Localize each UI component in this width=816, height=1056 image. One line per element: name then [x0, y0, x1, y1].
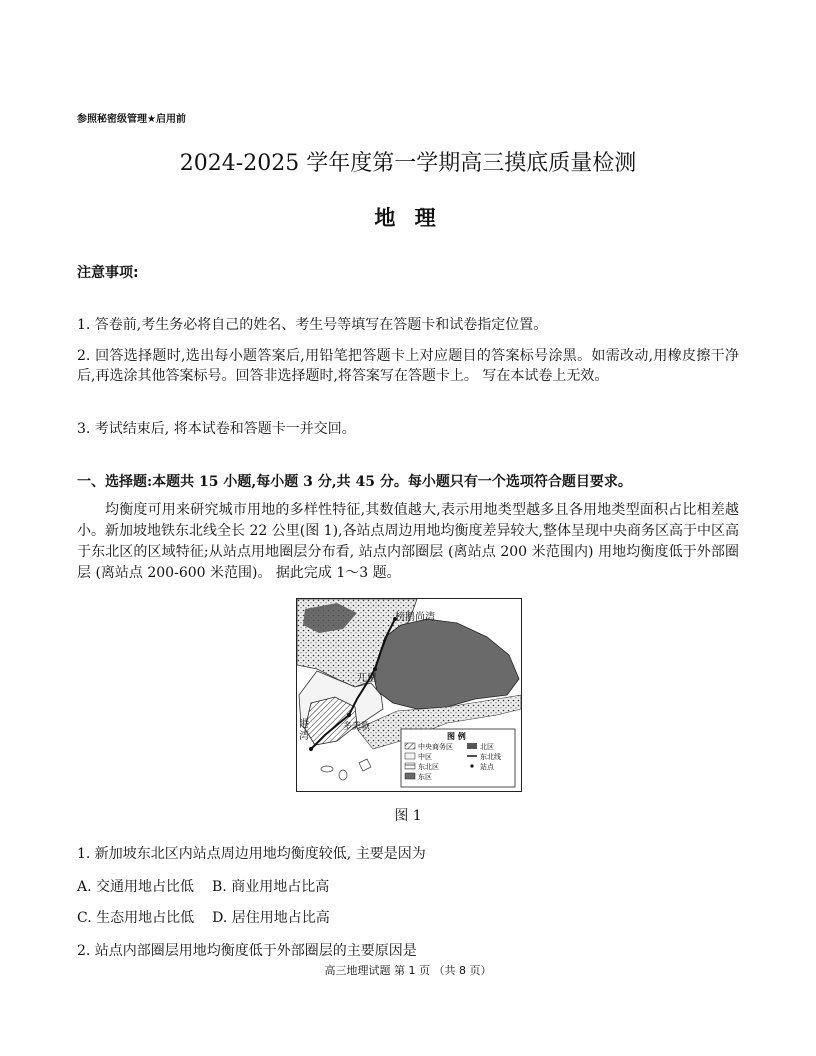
figure-caption: 图 1	[394, 808, 422, 824]
page-footer: 高三地理试题 第 1 页 （共 8 页）	[324, 964, 492, 977]
map-svg	[297, 599, 521, 791]
label-punggol: 榜鹅尚湾	[395, 612, 435, 623]
option-b: B. 商业用地占比高	[212, 879, 330, 895]
legend-east: 东区	[418, 773, 432, 781]
singapore-map-figure	[296, 598, 522, 792]
section-intro: 均衡度可用来研究城市用地的多样性特征,其数值越大,表示用地类型越多且各用地类型面积占比相差越小。新加坡地铁东北线全长 22 公里(图 1),各站点周边用地均衡度差异较大,整体呈现中央商务区高于中区高于东北区的区域特征;从站点用地圈层分布看, 站点内部圈层 (离站点 200 米范围内) 用地均衡度低于外部圈层 (离站点 200-600 米范围)。 据此完成 1～3 题。	[77, 502, 739, 581]
option-a: A. 交通用地占比低	[77, 879, 195, 895]
station-dot	[309, 747, 313, 751]
label-serangoon: 兀里	[357, 673, 377, 684]
question-1-options-row-2	[77, 907, 330, 927]
legend-northeast: 东北区	[418, 763, 439, 771]
question-1-stem: 1. 新加坡东北区内站点周边用地均衡度较低, 主要是因为	[77, 846, 426, 862]
notice-item-3: 3. 考试结束后, 将本试卷和答题卡一并交回。	[77, 421, 356, 437]
notice-item-2: 2. 回答选择题时,选出每小题答案后,用铅笔把答题卡上对应题目的答案标号涂黑。如需改动,用橡皮擦干净后,再选涂其他答案标号。回答非选择题时,将答案写在答题卡上。 写在本试卷上无效。	[77, 348, 739, 384]
subject-title: 地 理	[374, 205, 442, 230]
option-c: C. 生态用地占比低	[77, 910, 195, 926]
legend-station: 站点	[480, 763, 494, 771]
secret-label: 参照秘密级管理★启用前	[77, 114, 186, 125]
exam-title: 2024-2025 学年度第一学期高三摸底质量检测	[179, 151, 637, 176]
legend-cbd: 中央商务区	[418, 743, 453, 751]
label-dhoby: 多美歌	[343, 722, 371, 732]
notice-item-1: 1. 答卷前,考生务必将自己的姓名、考生号等填写在答题卡和试卷指定位置。	[77, 317, 548, 333]
legend-ne-line: 东北线	[480, 753, 501, 761]
legend-central: 中区	[418, 753, 432, 761]
option-d: D. 居住用地占比高	[212, 910, 330, 926]
question-1-options-row-1	[77, 876, 329, 896]
label-harbourfront-1: 港	[299, 719, 309, 730]
legend-north: 北区	[480, 743, 494, 751]
section-heading: 一、选择题:本题共 15 小题,每小题 3 分,共 45 分。每小题只有一个选项符合题目要求。	[77, 474, 632, 490]
legend-title: 图 例	[447, 732, 466, 741]
question-2-stem: 2. 站点内部圈层用地均衡度低于外部圈层的主要原因是	[77, 943, 417, 959]
station-dot	[347, 713, 351, 717]
label-harbourfront-2: 湾	[299, 731, 309, 742]
station-dot	[373, 667, 377, 671]
notice-heading: 注意事项:	[77, 265, 139, 281]
